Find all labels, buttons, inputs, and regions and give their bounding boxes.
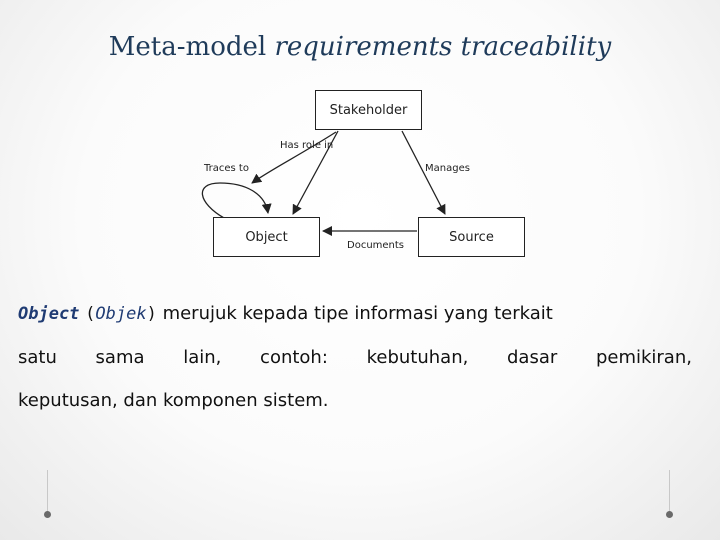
edge-traces-to-loop	[202, 183, 268, 218]
decor-line-right	[669, 470, 670, 512]
line2-word: contoh:	[260, 347, 328, 368]
line2-word: lain,	[183, 347, 222, 368]
title-normal: Meta-model	[108, 32, 275, 62]
line2-word: sama	[95, 347, 145, 368]
keyword-objek: Objek	[95, 304, 147, 324]
title-italic: requirements traceability	[274, 32, 612, 62]
line2-word: kebutuhan,	[366, 347, 469, 368]
line2-word: dasar	[507, 347, 558, 368]
label-traces-to: Traces to	[204, 163, 249, 174]
slide-title	[0, 32, 720, 62]
keyword-object: Object	[18, 304, 80, 324]
body-paragraph	[18, 292, 692, 422]
paragraph-line-1	[18, 292, 692, 336]
decor-line-left	[47, 470, 48, 512]
node-object: Object	[213, 217, 320, 257]
traceability-diagram	[190, 85, 530, 265]
line1-text: merujuk kepada tipe informasi yang terkait	[162, 303, 553, 324]
paragraph-line-3: keputusan, dan komponen sistem.	[18, 390, 329, 411]
paren-open: (	[85, 304, 96, 324]
node-source: Source	[418, 217, 525, 257]
label-documents: Documents	[347, 240, 405, 251]
label-manages: Manages	[425, 163, 470, 174]
decor-dot-right	[666, 511, 673, 518]
node-stakeholder: Stakeholder	[315, 90, 422, 130]
label-has-role-in: Has role in	[280, 140, 334, 151]
paragraph-line-2	[18, 336, 692, 379]
decor-dot-left	[44, 511, 51, 518]
line2-word: pemikiran,	[595, 347, 692, 368]
line2-word: satu	[18, 347, 57, 368]
paren-close: )	[146, 304, 157, 324]
